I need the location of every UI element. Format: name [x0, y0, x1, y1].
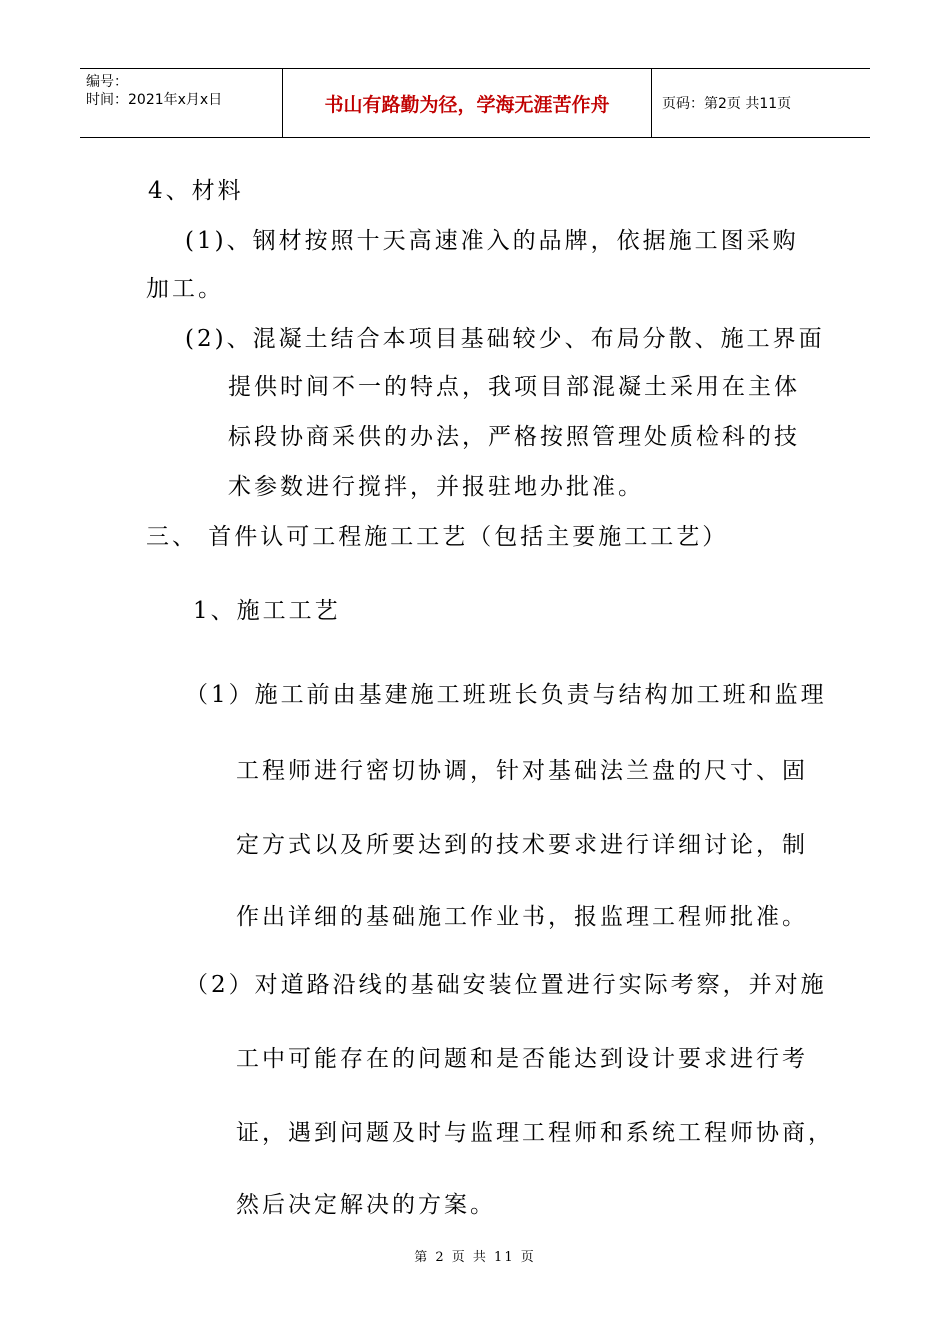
- paragraph-line: 标段协商采供的办法，严格按照管理处质检科的技: [228, 424, 800, 450]
- document-number-label: 编号：: [86, 74, 128, 90]
- header-motto: 书山有路勤为径，学海无涯苦作舟: [324, 93, 610, 116]
- paragraph-line: 提供时间不一的特点，我项目部混凝土采用在主体: [228, 374, 800, 400]
- paragraph-line: 作出详细的基础施工作业书，报监理工程师批准。: [236, 904, 808, 930]
- paragraph-line: 然后决定解决的方案。: [236, 1192, 496, 1218]
- section-heading-first-piece: 三、 首件认可工程施工工艺（包括主要施工工艺）: [146, 524, 729, 550]
- paragraph-line: 工程师进行密切协调，针对基础法兰盘的尺寸、固: [236, 758, 808, 784]
- paragraph-line: 术参数进行搅拌，并报驻地办批准。: [228, 474, 644, 500]
- paragraph-line: (2)、混凝土结合本项目基础较少、布局分散、施工界面: [185, 326, 825, 352]
- section-heading-materials: 4、材料: [148, 178, 244, 204]
- paragraph-line: （1）施工前由基建施工班班长负责与结构加工班和监理: [185, 682, 827, 708]
- header-meta: [80, 69, 282, 137]
- paragraph-line: 加工。: [146, 276, 224, 302]
- header-page-info: 页码：第2页 共11页: [662, 96, 792, 112]
- page-header: [80, 68, 870, 138]
- subsection-heading-process: 1、施工工艺: [193, 598, 341, 624]
- document-time-label: 时间：2021年x月x日: [86, 92, 223, 108]
- page-footer: 第 2 页 共 11 页: [414, 1250, 536, 1265]
- paragraph-line: 定方式以及所要达到的技术要求进行详细讨论，制: [236, 832, 808, 858]
- paragraph-line: 工中可能存在的问题和是否能达到设计要求进行考: [236, 1046, 808, 1072]
- paragraph-line: （2）对道路沿线的基础安装位置进行实际考察，并对施: [185, 972, 827, 998]
- paragraph-line: 证，遇到问题及时与监理工程师和系统工程师协商，: [236, 1120, 834, 1146]
- header-motto-cell: [282, 69, 652, 137]
- paragraph-line: (1)、钢材按照十天高速准入的品牌，依据施工图采购: [185, 228, 799, 254]
